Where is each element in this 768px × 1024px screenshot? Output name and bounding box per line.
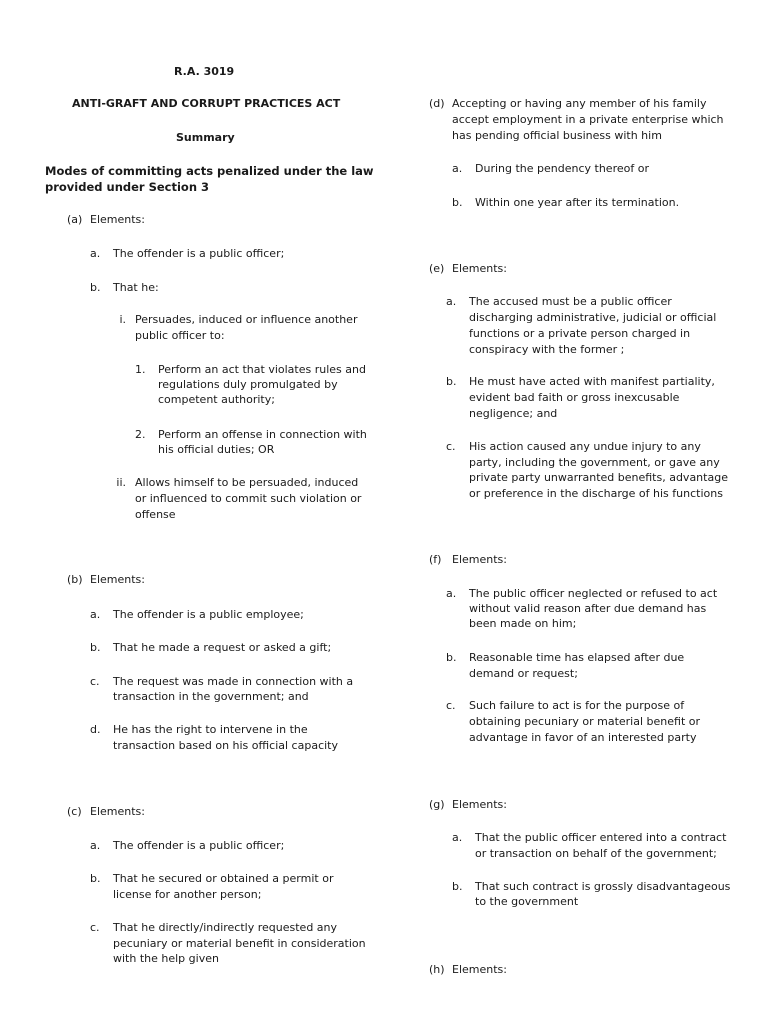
summary-heading: Summary bbox=[176, 131, 235, 144]
a-sub-i-line2: public officer to: bbox=[135, 329, 225, 342]
b-item-a-marker: a. bbox=[90, 608, 101, 621]
section-g-heading: Elements: bbox=[452, 798, 507, 811]
a-sub-ii-line2: or influenced to commit such violation or bbox=[135, 492, 362, 505]
e-item-b-line1: He must have acted with manifest partiality, bbox=[469, 375, 715, 388]
b-item-c-marker: c. bbox=[90, 675, 100, 688]
c-item-b-line1: That he secured or obtained a permit or bbox=[113, 872, 334, 885]
e-item-c-marker: c. bbox=[446, 440, 456, 453]
e-item-a-marker: a. bbox=[446, 295, 457, 308]
a-num-1-line3: competent authority; bbox=[158, 393, 275, 406]
e-item-c-line3: private party unwarranted benefits, advantage bbox=[469, 471, 728, 484]
f-item-c-line2: obtaining pecuniary or material benefit or bbox=[469, 715, 701, 728]
b-item-c-line1: The request was made in connection with a bbox=[113, 675, 354, 688]
f-item-b-line1: Reasonable time has elapsed after due bbox=[469, 651, 685, 664]
a-sub-i-line1: Persuades, induced or influence another bbox=[135, 313, 358, 326]
section-b-heading: Elements: bbox=[90, 573, 145, 586]
e-item-a-line4: conspiracy with the former ; bbox=[469, 343, 625, 356]
a-num-2-marker: 2. bbox=[135, 428, 146, 441]
a-sub-ii-marker: ii. bbox=[116, 476, 126, 489]
f-item-c-line1: Such failure to act is for the purpose of bbox=[469, 699, 685, 712]
section-e-heading: Elements: bbox=[452, 262, 507, 275]
section-d-line3: has pending official business with him bbox=[452, 129, 662, 142]
act-title: ANTI-GRAFT AND CORRUPT PRACTICES ACT bbox=[72, 97, 341, 110]
f-item-a-line3: been made on him; bbox=[469, 617, 577, 630]
d-item-a-marker: a. bbox=[452, 162, 463, 175]
a-item-b-marker: b. bbox=[90, 281, 101, 294]
d-item-b-marker: b. bbox=[452, 196, 463, 209]
section-c-marker: (c) bbox=[67, 805, 82, 818]
section-d-line1: Accepting or having any member of his family bbox=[452, 97, 707, 110]
e-item-b-marker: b. bbox=[446, 375, 457, 388]
section-h-heading: Elements: bbox=[452, 963, 507, 976]
a-sub-ii-line3: offense bbox=[135, 508, 176, 521]
section-c-heading: Elements: bbox=[90, 805, 145, 818]
f-item-a-line1: The public officer neglected or refused to act bbox=[469, 587, 718, 600]
f-item-c-line3: advantage in favor of an interested party bbox=[469, 731, 697, 744]
c-item-b-line2: license for another person; bbox=[113, 888, 262, 901]
f-item-a-marker: a. bbox=[446, 587, 457, 600]
g-item-b-line1: That such contract is grossly disadvantageous bbox=[475, 880, 731, 893]
g-item-b-marker: b. bbox=[452, 880, 463, 893]
c-item-c-marker: c. bbox=[90, 921, 100, 934]
f-item-c-marker: c. bbox=[446, 699, 456, 712]
section-b-marker: (b) bbox=[67, 573, 83, 586]
b-item-b-line: That he made a request or asked a gift; bbox=[113, 641, 332, 654]
section-a-heading: Elements: bbox=[90, 213, 145, 226]
a-sub-i-marker: i. bbox=[119, 313, 126, 326]
section-f-heading: Elements: bbox=[452, 553, 507, 566]
section-h-marker: (h) bbox=[429, 963, 445, 976]
e-item-a-line1: The accused must be a public officer bbox=[469, 295, 672, 308]
b-item-d-marker: d. bbox=[90, 723, 101, 736]
b-item-b-marker: b. bbox=[90, 641, 101, 654]
doc-title: R.A. 3019 bbox=[174, 65, 235, 78]
section-f-marker: (f) bbox=[429, 553, 442, 566]
b-item-a-line: The offender is a public employee; bbox=[113, 608, 304, 621]
d-item-b-line: Within one year after its termination. bbox=[475, 196, 680, 209]
c-item-c-line2: pecuniary or material benefit in consideration bbox=[113, 937, 366, 950]
e-item-c-line4: or preference in the discharge of his functions bbox=[469, 487, 723, 500]
g-item-b-line2: to the government bbox=[475, 895, 579, 908]
e-item-c-line1: His action caused any undue injury to any bbox=[469, 440, 701, 453]
a-num-2-line2: his official duties; OR bbox=[158, 443, 275, 456]
f-item-a-line2: without valid reason after due demand has bbox=[469, 602, 707, 615]
e-item-b-line2: evident bad faith or gross inexcusable bbox=[469, 391, 680, 404]
section-d-line2: accept employment in a private enterprise which bbox=[452, 113, 724, 126]
a-num-1-line2: regulations duly promulgated by bbox=[158, 378, 338, 391]
section-e-marker: (e) bbox=[429, 262, 445, 275]
c-item-c-line1: That he directly/indirectly requested any bbox=[113, 921, 338, 934]
b-item-d-line1: He has the right to intervene in the bbox=[113, 723, 308, 736]
f-item-b-line2: demand or request; bbox=[469, 667, 578, 680]
b-item-c-line2: transaction in the government; and bbox=[113, 690, 309, 703]
e-item-a-line3: functions or a private person charged in bbox=[469, 327, 691, 340]
b-item-d-line2: transaction based on his official capacity bbox=[113, 739, 338, 752]
d-item-a-line: During the pendency thereof or bbox=[475, 162, 649, 175]
f-item-b-marker: b. bbox=[446, 651, 457, 664]
c-item-c-line3: with the help given bbox=[113, 952, 219, 965]
a-num-1-line1: Perform an act that violates rules and bbox=[158, 363, 366, 376]
a-item-b-line: That he: bbox=[113, 281, 159, 294]
g-item-a-marker: a. bbox=[452, 831, 463, 844]
section-a-marker: (a) bbox=[67, 213, 83, 226]
c-item-b-marker: b. bbox=[90, 872, 101, 885]
modes-heading-line2: provided under Section 3 bbox=[45, 180, 210, 194]
section-g-marker: (g) bbox=[429, 798, 445, 811]
modes-heading-line1: Modes of committing acts penalized under the law bbox=[45, 164, 374, 178]
g-item-a-line1: That the public officer entered into a contract bbox=[475, 831, 727, 844]
a-item-a-line: The offender is a public officer; bbox=[113, 247, 285, 260]
a-num-2-line1: Perform an offense in connection with bbox=[158, 428, 367, 441]
section-d-marker: (d) bbox=[429, 97, 445, 110]
c-item-a-line: The offender is a public officer; bbox=[113, 839, 285, 852]
g-item-a-line2: or transaction on behalf of the government; bbox=[475, 847, 717, 860]
a-item-a-marker: a. bbox=[90, 247, 101, 260]
a-sub-ii-line1: Allows himself to be persuaded, induced bbox=[135, 476, 359, 489]
c-item-a-marker: a. bbox=[90, 839, 101, 852]
e-item-c-line2: party, including the government, or gave any bbox=[469, 456, 720, 469]
e-item-a-line2: discharging administrative, judicial or official bbox=[469, 311, 717, 324]
e-item-b-line3: negligence; and bbox=[469, 407, 558, 420]
a-num-1-marker: 1. bbox=[135, 363, 146, 376]
